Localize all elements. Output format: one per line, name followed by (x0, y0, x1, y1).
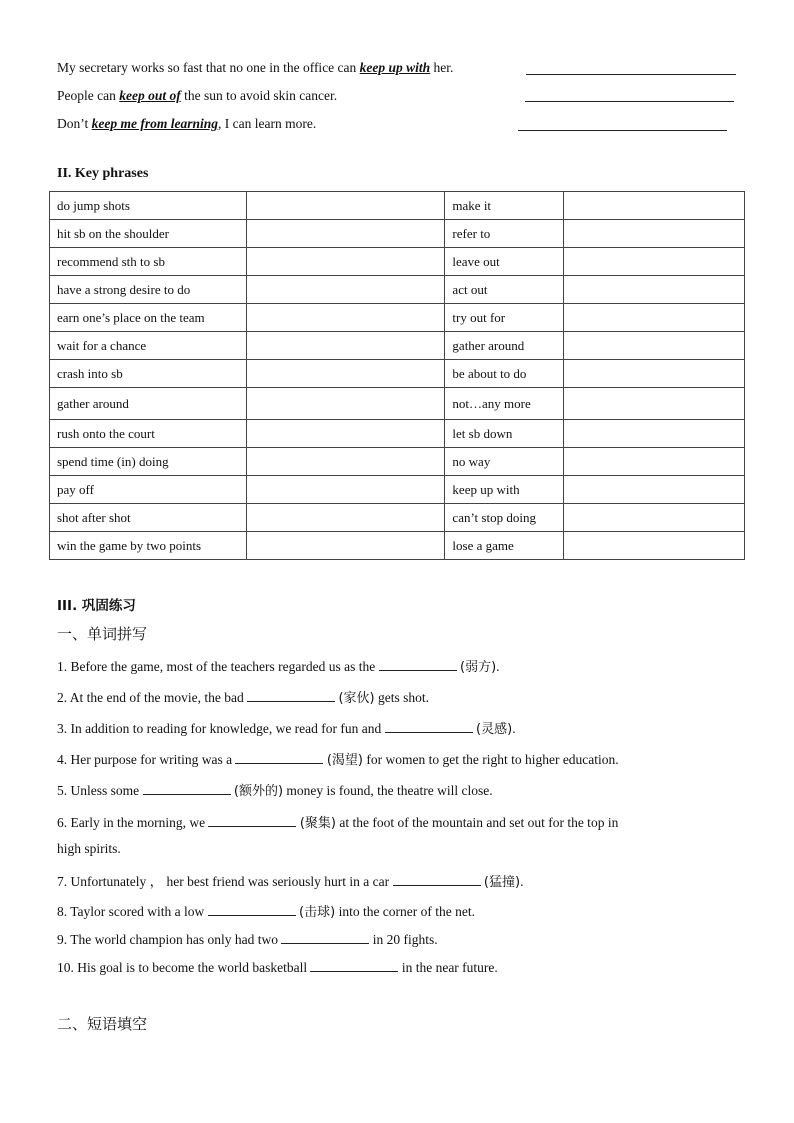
phrase-cell: keep up with (445, 476, 564, 504)
answer-blank[interactable] (247, 689, 335, 702)
exercise-text: gets shot. (374, 690, 430, 705)
answer-line[interactable] (526, 74, 736, 75)
table-row (50, 420, 745, 448)
exercise-item (57, 718, 516, 737)
phrase-cell: earn one’s place on the team (50, 304, 247, 332)
table-row (50, 360, 745, 388)
subheading-word-spelling: 一、单词拼写 (57, 625, 148, 643)
chinese-hint: (额外的) (233, 784, 284, 799)
exercise-text: 6. Early in the morning, we (57, 815, 209, 830)
sentence-text: Don’t (57, 116, 92, 131)
answer-cell[interactable] (246, 332, 445, 360)
exercise-text: . (520, 874, 524, 889)
answer-cell[interactable] (246, 504, 445, 532)
chinese-hint: (家伙) (338, 691, 375, 706)
answer-cell[interactable] (564, 248, 745, 276)
table-row (50, 532, 745, 560)
answer-cell[interactable] (246, 248, 445, 276)
answer-cell[interactable] (564, 332, 745, 360)
answer-blank[interactable] (310, 959, 398, 972)
answer-cell[interactable] (246, 448, 445, 476)
phrase-cell: let sb down (445, 420, 564, 448)
key-phrase: keep me from learning (91, 116, 219, 131)
sentence-text: the sun to avoid skin cancer. (180, 88, 338, 103)
answer-cell[interactable] (564, 448, 745, 476)
phrase-cell: win the game by two points (50, 532, 247, 560)
phrase-cell: leave out (445, 248, 564, 276)
phrase-cell: act out (445, 276, 564, 304)
exercise-text: 5. Unless some (57, 783, 143, 798)
exercise-item (57, 656, 500, 675)
answer-blank[interactable] (393, 873, 481, 886)
answer-blank[interactable] (379, 658, 457, 671)
chinese-hint: (渴望) (326, 753, 363, 768)
sentence-text: her. (430, 60, 454, 75)
phrase-cell: lose a game (445, 532, 564, 560)
section-heading-key-phrases: II. Key phrases (57, 166, 149, 181)
phrase-cell: not…any more (445, 388, 564, 420)
answer-cell[interactable] (246, 388, 445, 420)
phrase-cell: gather around (445, 332, 564, 360)
table-row (50, 304, 745, 332)
phrase-cell: pay off (50, 476, 247, 504)
sentence-text: My secretary works so fast that no one in the office can (57, 60, 360, 75)
example-sentence-3 (57, 116, 316, 132)
exercise-text: 8. Taylor scored with a low (57, 904, 208, 919)
exercise-text: in the near future. (401, 960, 498, 975)
answer-cell[interactable] (246, 192, 445, 220)
phrase-cell: crash into sb (50, 360, 247, 388)
table-row (50, 504, 745, 532)
exercise-text: money is found, the theatre will close. (283, 783, 493, 798)
answer-cell[interactable] (564, 476, 745, 504)
answer-blank[interactable] (208, 903, 296, 916)
answer-cell[interactable] (246, 420, 445, 448)
phrase-cell: no way (445, 448, 564, 476)
exercise-text: high spirits. (57, 841, 121, 856)
phrase-cell: shot after shot (50, 504, 247, 532)
answer-cell[interactable] (246, 476, 445, 504)
table-row (50, 276, 745, 304)
chinese-hint: (击球) (299, 905, 336, 920)
answer-cell[interactable] (564, 420, 745, 448)
table-row (50, 448, 745, 476)
answer-cell[interactable] (564, 388, 745, 420)
answer-cell[interactable] (246, 276, 445, 304)
phrase-cell: do jump shots (50, 192, 247, 220)
phrase-cell: hit sb on the shoulder (50, 220, 247, 248)
example-sentence-1 (57, 60, 453, 76)
phrase-cell: have a strong desire to do (50, 276, 247, 304)
table-row (50, 476, 745, 504)
table-row (50, 192, 745, 220)
key-phrase: keep up with (359, 60, 431, 75)
answer-cell[interactable] (246, 220, 445, 248)
answer-cell[interactable] (246, 304, 445, 332)
exercise-text: in 20 fights. (372, 932, 438, 947)
chinese-hint: (聚集) (299, 816, 336, 831)
phrase-cell: recommend sth to sb (50, 248, 247, 276)
exercise-item (57, 780, 493, 799)
answer-cell[interactable] (246, 360, 445, 388)
answer-cell[interactable] (564, 220, 745, 248)
answer-cell[interactable] (246, 532, 445, 560)
answer-blank[interactable] (385, 720, 473, 733)
exercise-item (57, 812, 618, 831)
exercise-text: for women to get the right to higher education. (362, 752, 619, 767)
phrase-cell: can’t stop doing (445, 504, 564, 532)
exercise-text: 10. His goal is to become the world basketball (57, 960, 311, 975)
answer-blank[interactable] (281, 931, 369, 944)
exercise-text: 4. Her purpose for writing was a (57, 752, 236, 767)
section-heading-practice: III. 巩固练习 (57, 598, 136, 614)
answer-blank[interactable] (235, 751, 323, 764)
answer-cell[interactable] (564, 276, 745, 304)
subheading-phrase-fill: 二、短语填空 (57, 1015, 148, 1033)
exercise-item (57, 959, 498, 976)
key-phrases-table (49, 191, 745, 560)
answer-blank[interactable] (143, 782, 231, 795)
key-phrase: keep out of (119, 88, 181, 103)
phrase-cell: refer to (445, 220, 564, 248)
table-row (50, 332, 745, 360)
exercise-text: 7. Unfortunately ， her best friend was seriously hurt in a car (57, 874, 393, 889)
sentence-text: , I can learn more. (218, 116, 317, 131)
phrase-cell: wait for a chance (50, 332, 247, 360)
phrase-cell: try out for (445, 304, 564, 332)
table-row (50, 220, 745, 248)
exercise-item (57, 931, 438, 948)
answer-line[interactable] (518, 130, 727, 131)
exercise-item (57, 901, 475, 920)
answer-blank[interactable] (208, 814, 296, 827)
chinese-hint: (弱方) (460, 660, 497, 675)
answer-cell[interactable] (564, 360, 745, 388)
exercise-text: 2. At the end of the movie, the bad (57, 690, 248, 705)
phrase-cell: be about to do (445, 360, 564, 388)
answer-cell[interactable] (564, 304, 745, 332)
exercise-text: at the foot of the mountain and set out for the top in (336, 815, 619, 830)
exercise-item (57, 870, 523, 890)
answer-cell[interactable] (564, 532, 745, 560)
exercise-text: 9. The world champion has only had two (57, 932, 282, 947)
example-sentence-2 (57, 88, 337, 104)
exercise-text: . (512, 721, 516, 736)
phrase-cell: rush onto the court (50, 420, 247, 448)
phrase-cell: make it (445, 192, 564, 220)
phrase-cell: spend time (in) doing (50, 448, 247, 476)
answer-line[interactable] (525, 101, 734, 102)
exercise-text: 1. Before the game, most of the teachers regarded us as the (57, 659, 379, 674)
exercise-item (57, 841, 121, 857)
answer-cell[interactable] (564, 192, 745, 220)
table-row (50, 248, 745, 276)
exercise-item (57, 749, 619, 768)
exercise-text: 3. In addition to reading for knowledge, we read for fun and (57, 721, 385, 736)
exercise-item (57, 687, 429, 706)
exercise-text: . (496, 659, 500, 674)
exercise-text: into the corner of the net. (335, 904, 476, 919)
chinese-hint: (灵感) (476, 722, 513, 737)
phrase-cell: gather around (50, 388, 247, 420)
chinese-hint: (猛撞) (483, 875, 521, 890)
table-row (50, 388, 745, 420)
sentence-text: People can (57, 88, 120, 103)
answer-cell[interactable] (564, 504, 745, 532)
